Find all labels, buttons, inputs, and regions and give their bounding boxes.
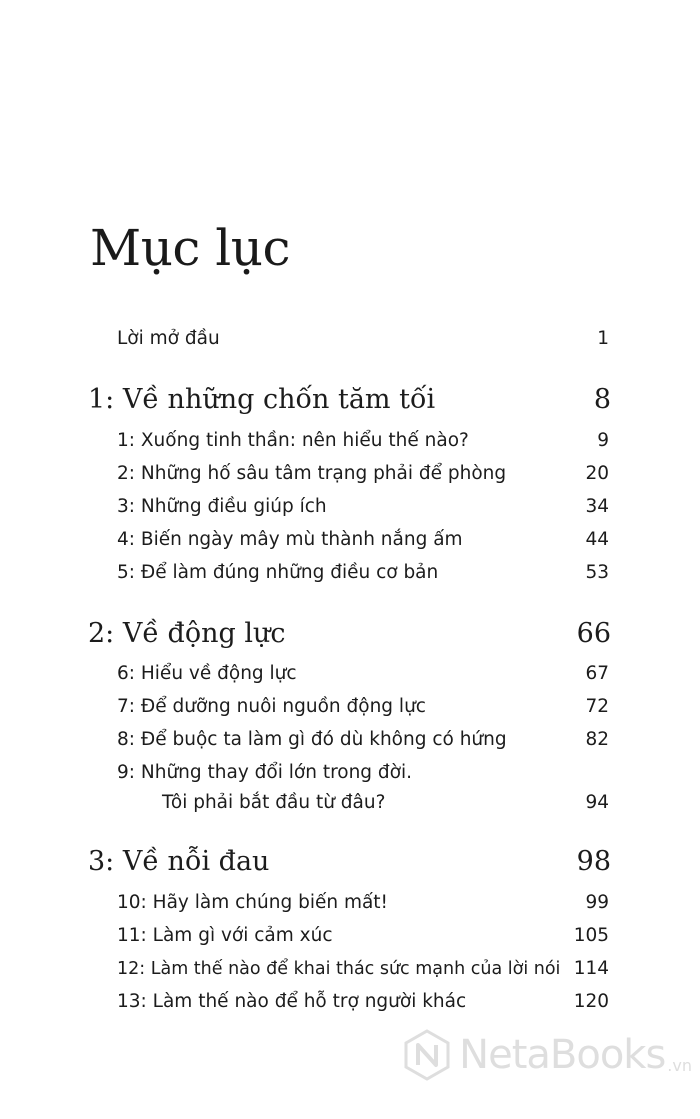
toc-part-label: 3: Về nỗi đau <box>88 846 270 877</box>
toc-entry[interactable] <box>117 990 609 1014</box>
toc-entry-label-continued: Tôi phải bắt đầu từ đâu? <box>162 792 386 813</box>
toc-entry-label: 13: Làm thế nào để hỗ trợ người khác <box>117 991 467 1012</box>
toc-page-number: 82 <box>585 729 609 750</box>
toc-entry[interactable] <box>117 662 609 686</box>
page-title: Mục lục <box>90 219 290 277</box>
toc-entry[interactable] <box>117 495 609 519</box>
toc-entry[interactable] <box>117 528 609 552</box>
toc-part-1[interactable] <box>88 383 611 417</box>
toc-page-number: 120 <box>573 991 609 1012</box>
toc-page-number: 20 <box>585 463 609 484</box>
toc-page-number: 99 <box>585 892 609 913</box>
toc-part-page: 8 <box>593 384 611 415</box>
toc-entry-label: 8: Để buộc ta làm gì đó dù không có hứng <box>117 729 507 750</box>
toc-part-label: 2: Về động lực <box>88 618 286 649</box>
toc-page-number: 1 <box>597 328 609 349</box>
toc-entry-label: 5: Để làm đúng những điều cơ bản <box>117 562 439 583</box>
toc-entry-label: 1: Xuống tinh thần: nên hiểu thế nào? <box>117 430 469 451</box>
toc-entry[interactable] <box>117 561 609 585</box>
toc-page-number: 67 <box>585 663 609 684</box>
toc-entry-label: 12: Làm thế nào để khai thác sức mạnh của lời nói <box>117 959 561 979</box>
toc-entry-intro[interactable] <box>117 327 609 351</box>
toc-entry-label: Lời mở đầu <box>117 328 220 349</box>
toc-entry[interactable] <box>117 924 609 948</box>
toc-entry-label: 9: Những thay đổi lớn trong đời. <box>117 762 413 783</box>
toc-entry[interactable] <box>117 957 609 981</box>
toc-entry-label: 2: Những hố sâu tâm trạng phải để phòng <box>117 463 507 484</box>
toc-entry-label: 3: Những điều giúp ích <box>117 496 327 517</box>
toc-entry[interactable] <box>117 695 609 719</box>
toc-page-number: 94 <box>585 792 609 813</box>
toc-entry-label: 6: Hiểu về động lực <box>117 663 297 684</box>
toc-entry[interactable] <box>117 462 609 486</box>
toc-page-number: 34 <box>585 496 609 517</box>
toc-entry[interactable] <box>117 728 609 752</box>
n-hexagon-logo-icon <box>403 1029 451 1081</box>
toc-part-page: 98 <box>576 846 611 877</box>
toc-page-number: 53 <box>585 562 609 583</box>
toc-page-number: 44 <box>585 529 609 550</box>
toc-entry[interactable] <box>117 891 609 915</box>
toc-part-2[interactable] <box>88 617 611 651</box>
toc-entry-label: 7: Để dưỡng nuôi nguồn động lực <box>117 696 426 717</box>
toc-entry[interactable] <box>117 429 609 453</box>
toc-part-page: 66 <box>576 618 611 649</box>
toc-page-number: 105 <box>573 925 609 946</box>
toc-entry-label: 4: Biến ngày mây mù thành nắng ấm <box>117 529 463 550</box>
watermark-tld: .vn <box>667 1056 692 1075</box>
toc-entry-multiline[interactable] <box>117 761 609 815</box>
toc-entry-label: 10: Hãy làm chúng biến mất! <box>117 892 388 913</box>
toc-page-number: 72 <box>585 696 609 717</box>
toc-page-number: 114 <box>573 958 609 979</box>
watermark-brand: NetaBooks <box>459 1032 666 1078</box>
toc-part-3[interactable] <box>88 845 611 879</box>
toc-part-label: 1: Về những chốn tăm tối <box>88 384 436 415</box>
watermark <box>403 1029 692 1081</box>
toc-page-number: 9 <box>597 430 609 451</box>
toc-entry-label: 11: Làm gì với cảm xúc <box>117 925 333 946</box>
